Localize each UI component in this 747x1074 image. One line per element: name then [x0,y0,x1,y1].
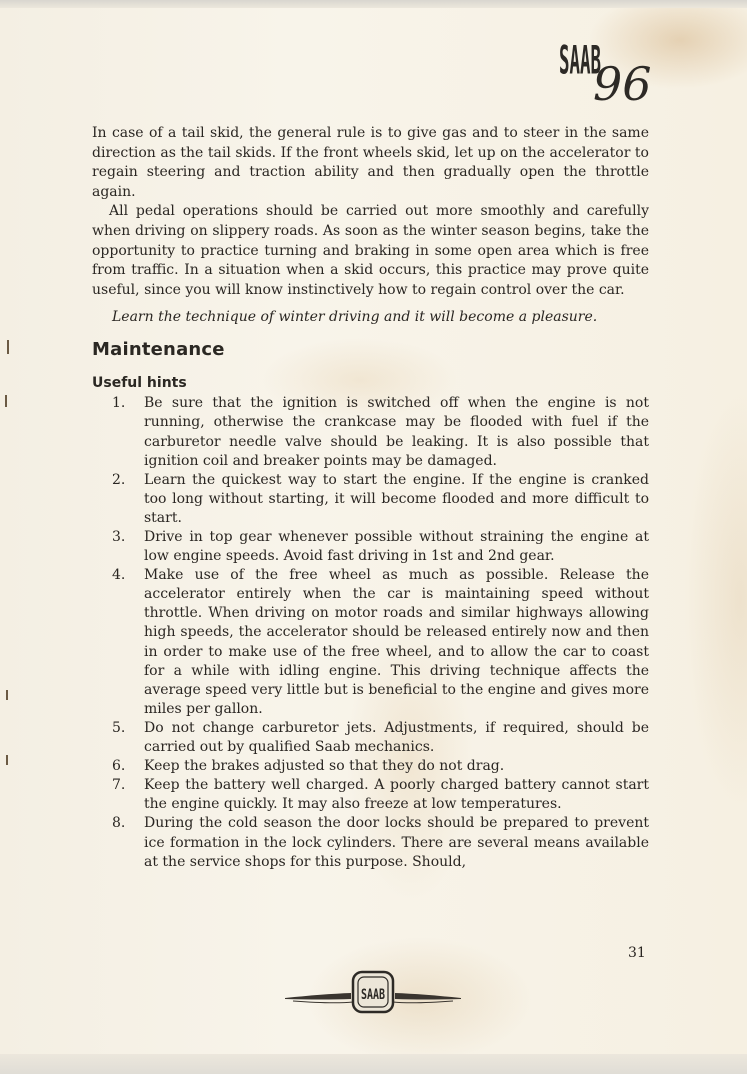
list-item-text: Make use of the free wheel as much as possible. Release the accelerator entirely when the car is maintaining speed without throttle. When driving on motor roads and similar highways allowing high speeds, the accelerator should be released entirely now and then in order to make use of the free wheel, and to allow the car to coast for a while with idling engine. This driving technique affects the average speed very little but is beneficial to the engine and gives more miles per gallon. [144,567,649,717]
list-item [92,776,649,814]
page-content [92,124,649,872]
list-item-number: 5. [112,719,126,736]
scan-bottom-edge [0,1054,747,1074]
section-subtitle: Useful hints [92,375,187,392]
list-item-text: Keep the battery well charged. A poorly charged battery cannot start the engine quickly. It may also freeze at low temperatures. [144,777,649,813]
list-item-text: During the cold season the door locks should be prepared to prevent ice formation in the lock cylinders. There are several means available at the service shops for this purpose. Should, [144,815,649,870]
list-item [92,528,649,566]
list-item-number: 8. [112,815,126,832]
saab-emblem-icon [283,966,463,1018]
page-number: 31 [628,945,646,961]
binding-mark [7,340,9,354]
intro-paragraph-1: In case of a tail skid, the general rule is to give gas and to steer in the same direction as the tail skids. If the front wheels skid, let up on the accelerator to regain steering and traction ability and then gradually open the throttle again. [92,125,649,200]
binding-mark [5,395,7,407]
useful-hints-list [92,394,649,871]
saab-96-logo [553,30,653,110]
list-item-text: Keep the brakes adjusted so that they do not drag. [144,758,505,775]
logo-brand-text: SAAB [559,37,601,83]
list-item-number: 6. [112,758,126,775]
list-item [92,394,649,470]
scan-top-edge [0,0,747,8]
list-item-text: Do not change carburetor jets. Adjustments, if required, should be carried out by qualified Saab mechanics. [144,719,649,756]
list-item [92,719,649,757]
binding-mark [6,690,8,700]
binding-mark [6,755,8,765]
list-item-text: Drive in top gear whenever possible without straining the engine at low engine speeds. Avoid fast driving in 1st and 2nd gear. [144,529,649,565]
list-item-number: 4. [112,567,126,584]
section-title: Maintenance [92,339,225,361]
list-item-number: 7. [112,777,126,794]
list-item-number: 2. [112,471,126,488]
list-item-number: 1. [112,395,126,412]
intro-paragraph-2: All pedal operations should be carried out more smoothly and carefully when driving on slippery roads. As soon as the winter season begins, take the opportunity to practice turning and braking in some open area which is free from traffic. In a situation when a skid occurs, this practice may prove quite useful, since you will know instinctively how to regain control over the car. [92,203,649,298]
list-item [92,471,649,528]
list-item-text: Learn the quickest way to start the engine. If the engine is cranked too long without starting, it will become flooded and more difficult to start. [144,471,649,526]
closing-italic-line: Learn the technique of winter driving and it will become a pleasure. [112,309,598,326]
logo-model-text: 96 [593,57,652,110]
list-item-text: Be sure that the ignition is switched off when the engine is not running, otherwise the crankcase may be flooded with fuel if the carburetor needle valve should be leaking. It is also possible that ignition coil and breaker points may be damaged. [144,395,649,469]
list-item [92,757,649,776]
list-item [92,566,649,719]
list-item-number: 3. [112,529,126,545]
list-item [92,814,649,871]
emblem-brand-text: SAAB [361,987,385,1003]
